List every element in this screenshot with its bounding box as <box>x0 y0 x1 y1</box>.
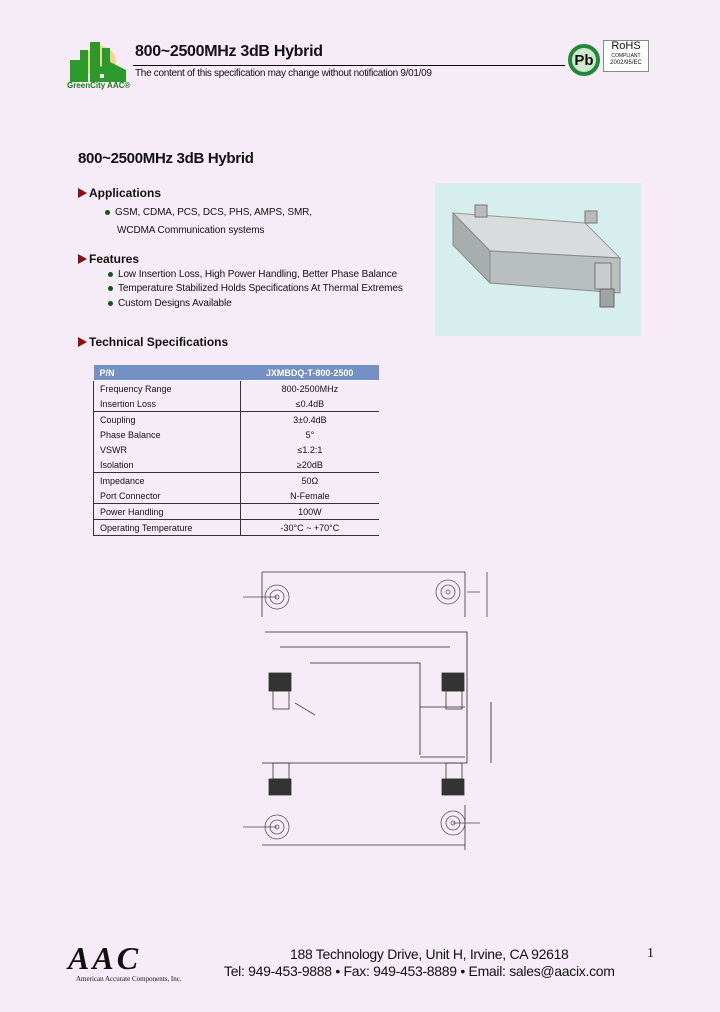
spec-value: N-Female <box>240 488 379 504</box>
spec-label: Power Handling <box>94 504 241 520</box>
header-note: The content of this specification may change without notification 9/01/09 <box>135 68 432 79</box>
applications-heading-text: Applications <box>89 186 162 200</box>
aac-logo: AAC <box>68 940 142 976</box>
list-item-text: Temperature Stabilized Holds Specifications At Thermal Extremes <box>118 283 403 294</box>
spec-value: ≤0.4dB <box>240 396 379 412</box>
table-row <box>94 427 380 442</box>
specs-heading-text: Technical Specifications <box>89 335 229 349</box>
product-photo <box>435 183 641 336</box>
footer-address: 188 Technology Drive, Unit H, Irvine, CA 92618 <box>290 946 569 962</box>
spec-label: Isolation <box>94 457 241 473</box>
spec-value: -30°C ~ +70°C <box>240 520 379 536</box>
spec-value: 5° <box>240 427 379 442</box>
rohs-badge <box>568 40 648 82</box>
spec-label: Frequency Range <box>94 381 241 397</box>
spec-label: Coupling <box>94 412 241 428</box>
triangle-bullet-icon <box>78 337 87 347</box>
page-number: 1 <box>647 946 654 961</box>
bullet-icon <box>108 272 113 277</box>
triangle-bullet-icon <box>78 188 87 198</box>
applications-heading <box>78 186 161 200</box>
pb-free-icon <box>568 44 600 76</box>
table-row <box>94 396 380 412</box>
header-title: 800~2500MHz 3dB Hybrid <box>135 43 323 60</box>
table-row <box>94 442 380 457</box>
spec-label: VSWR <box>94 442 241 457</box>
spec-label: Insertion Loss <box>94 396 241 412</box>
features-heading <box>78 252 139 266</box>
rohs-line2: 2002/95/EC <box>610 60 642 66</box>
list-item <box>108 283 403 294</box>
list-item-text: WCDMA Communication systems <box>117 225 265 236</box>
page-title: 800~2500MHz 3dB Hybrid <box>78 150 254 167</box>
list-item-text: Custom Designs Available <box>118 298 232 309</box>
spec-value: 100W <box>240 504 379 520</box>
list-item <box>105 207 312 218</box>
bullet-icon <box>108 301 113 306</box>
company-name: American Accurate Components, Inc. <box>76 975 182 983</box>
rohs-title: RoHS <box>611 40 641 52</box>
list-item-text: Low Insertion Loss, High Power Handling, Better Phase Balance <box>118 269 398 280</box>
bullet-icon <box>105 210 110 215</box>
table-row <box>94 488 380 504</box>
footer-contact: Tel: 949-453-9888 • Fax: 949-453-8889 • Email: sales@aacix.com <box>224 963 615 979</box>
spec-value: 50Ω <box>240 473 379 489</box>
table-row <box>94 412 380 428</box>
table-row <box>94 520 380 536</box>
pb-label: Pb <box>574 51 594 69</box>
header-model: JXMBDQ-T-800-2500 <box>240 365 379 381</box>
header-divider <box>133 65 565 66</box>
table-row <box>94 504 380 520</box>
spec-label: Phase Balance <box>94 427 241 442</box>
spec-value: 3±0.4dB <box>240 412 379 428</box>
mechanical-drawing <box>235 565 500 855</box>
specs-table <box>93 365 379 536</box>
table-row <box>94 457 380 473</box>
list-item <box>108 298 232 309</box>
spec-label: Impedance <box>94 473 241 489</box>
spec-label: Operating Temperature <box>94 520 241 536</box>
spec-value: ≥20dB <box>240 457 379 473</box>
spec-label: Port Connector <box>94 488 241 504</box>
list-item-text: GSM, CDMA, PCS, DCS, PHS, AMPS, SMR, <box>115 207 312 218</box>
spec-value: ≤1.2:1 <box>240 442 379 457</box>
logo-text: GreenCity AAC® <box>67 81 131 90</box>
bullet-icon <box>108 286 113 291</box>
table-row <box>94 473 380 489</box>
table-header-row <box>94 365 380 381</box>
header-pn: P/N <box>94 365 241 381</box>
list-item <box>108 269 397 280</box>
spec-value: 800-2500MHz <box>240 381 379 397</box>
table-row <box>94 381 380 397</box>
rohs-line1: COMPLIANT <box>611 53 641 59</box>
triangle-bullet-icon <box>78 254 87 264</box>
list-item <box>117 225 264 236</box>
specs-heading <box>78 335 228 349</box>
features-heading-text: Features <box>89 252 140 266</box>
